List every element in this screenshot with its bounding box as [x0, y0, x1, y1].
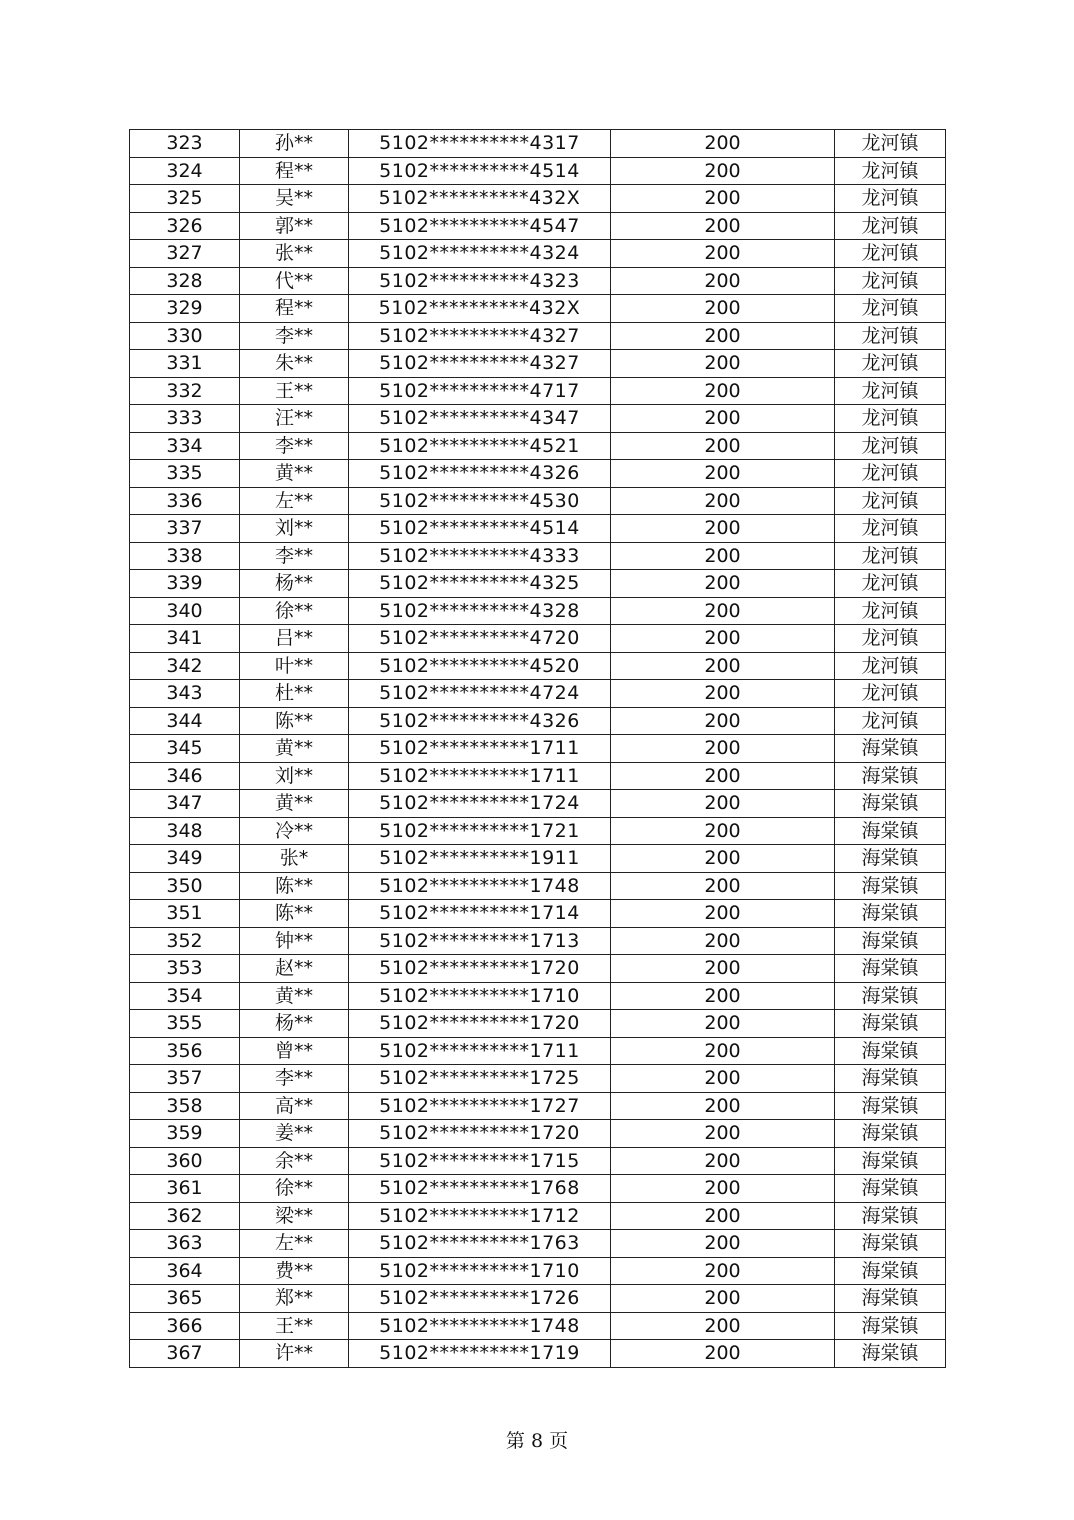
- row-number-cell: 337: [130, 515, 240, 543]
- town-cell: 海棠镇: [835, 927, 946, 955]
- row-number-cell: 348: [130, 817, 240, 845]
- id-number-cell: 5102**********1711: [349, 762, 611, 790]
- amount-cell: 200: [611, 185, 835, 213]
- town-cell: 龙河镇: [835, 240, 946, 268]
- town-cell: 海棠镇: [835, 1092, 946, 1120]
- town-cell: 海棠镇: [835, 872, 946, 900]
- row-number-cell: 364: [130, 1257, 240, 1285]
- table-row: [130, 432, 946, 460]
- table-row: [130, 1010, 946, 1038]
- town-cell: 海棠镇: [835, 900, 946, 928]
- town-cell: 海棠镇: [835, 1257, 946, 1285]
- row-number-cell: 351: [130, 900, 240, 928]
- row-number-cell: 347: [130, 790, 240, 818]
- amount-cell: 200: [611, 707, 835, 735]
- row-number-cell: 353: [130, 955, 240, 983]
- name-cell: 徐**: [240, 1175, 349, 1203]
- row-number-cell: 365: [130, 1285, 240, 1313]
- row-number-cell: 335: [130, 460, 240, 488]
- town-cell: 龙河镇: [835, 157, 946, 185]
- row-number-cell: 352: [130, 927, 240, 955]
- row-number-cell: 336: [130, 487, 240, 515]
- amount-cell: 200: [611, 1010, 835, 1038]
- id-number-cell: 5102**********4326: [349, 460, 611, 488]
- name-cell: 李**: [240, 1065, 349, 1093]
- table-row: [130, 267, 946, 295]
- table-row: [130, 212, 946, 240]
- amount-cell: 200: [611, 515, 835, 543]
- id-number-cell: 5102**********4317: [349, 130, 611, 158]
- row-number-cell: 328: [130, 267, 240, 295]
- town-cell: 龙河镇: [835, 515, 946, 543]
- town-cell: 海棠镇: [835, 790, 946, 818]
- amount-cell: 200: [611, 405, 835, 433]
- town-cell: 龙河镇: [835, 707, 946, 735]
- table-row: [130, 322, 946, 350]
- table-row: [130, 1175, 946, 1203]
- amount-cell: 200: [611, 130, 835, 158]
- table-row: [130, 185, 946, 213]
- id-number-cell: 5102**********1720: [349, 955, 611, 983]
- id-number-cell: 5102**********1726: [349, 1285, 611, 1313]
- amount-cell: 200: [611, 927, 835, 955]
- id-number-cell: 5102**********1763: [349, 1230, 611, 1258]
- id-number-cell: 5102**********4514: [349, 157, 611, 185]
- amount-cell: 200: [611, 1065, 835, 1093]
- id-number-cell: 5102**********1719: [349, 1340, 611, 1368]
- id-number-cell: 5102**********4347: [349, 405, 611, 433]
- amount-cell: 200: [611, 1257, 835, 1285]
- town-cell: 龙河镇: [835, 185, 946, 213]
- row-number-cell: 362: [130, 1202, 240, 1230]
- amount-cell: 200: [611, 680, 835, 708]
- amount-cell: 200: [611, 982, 835, 1010]
- table-body: [130, 130, 946, 1368]
- table-row: [130, 130, 946, 158]
- row-number-cell: 334: [130, 432, 240, 460]
- name-cell: 王**: [240, 1312, 349, 1340]
- amount-cell: 200: [611, 1312, 835, 1340]
- id-number-cell: 5102**********1713: [349, 927, 611, 955]
- row-number-cell: 367: [130, 1340, 240, 1368]
- id-number-cell: 5102**********4325: [349, 570, 611, 598]
- table-row: [130, 460, 946, 488]
- table-row: [130, 350, 946, 378]
- town-cell: 海棠镇: [835, 735, 946, 763]
- name-cell: 李**: [240, 322, 349, 350]
- town-cell: 龙河镇: [835, 212, 946, 240]
- table-row: [130, 240, 946, 268]
- town-cell: 海棠镇: [835, 845, 946, 873]
- name-cell: 冷**: [240, 817, 349, 845]
- id-number-cell: 5102**********1768: [349, 1175, 611, 1203]
- name-cell: 陈**: [240, 872, 349, 900]
- row-number-cell: 325: [130, 185, 240, 213]
- town-cell: 龙河镇: [835, 432, 946, 460]
- amount-cell: 200: [611, 1147, 835, 1175]
- town-cell: 海棠镇: [835, 762, 946, 790]
- table-row: [130, 405, 946, 433]
- table-row: [130, 817, 946, 845]
- town-cell: 海棠镇: [835, 817, 946, 845]
- id-number-cell: 5102**********4720: [349, 625, 611, 653]
- name-cell: 姜**: [240, 1120, 349, 1148]
- name-cell: 黄**: [240, 790, 349, 818]
- town-cell: 龙河镇: [835, 377, 946, 405]
- amount-cell: 200: [611, 157, 835, 185]
- id-number-cell: 5102**********4717: [349, 377, 611, 405]
- name-cell: 杨**: [240, 570, 349, 598]
- id-number-cell: 5102**********4327: [349, 322, 611, 350]
- row-number-cell: 329: [130, 295, 240, 323]
- name-cell: 朱**: [240, 350, 349, 378]
- town-cell: 海棠镇: [835, 1065, 946, 1093]
- row-number-cell: 344: [130, 707, 240, 735]
- name-cell: 许**: [240, 1340, 349, 1368]
- town-cell: 龙河镇: [835, 570, 946, 598]
- town-cell: 海棠镇: [835, 1230, 946, 1258]
- town-cell: 龙河镇: [835, 267, 946, 295]
- name-cell: 左**: [240, 487, 349, 515]
- row-number-cell: 342: [130, 652, 240, 680]
- name-cell: 杜**: [240, 680, 349, 708]
- table-row: [130, 542, 946, 570]
- name-cell: 程**: [240, 295, 349, 323]
- id-number-cell: 5102**********1711: [349, 1037, 611, 1065]
- id-number-cell: 5102**********1710: [349, 1257, 611, 1285]
- id-number-cell: 5102**********1724: [349, 790, 611, 818]
- table-row: [130, 1285, 946, 1313]
- row-number-cell: 340: [130, 597, 240, 625]
- table-row: [130, 845, 946, 873]
- amount-cell: 200: [611, 295, 835, 323]
- row-number-cell: 341: [130, 625, 240, 653]
- name-cell: 黄**: [240, 460, 349, 488]
- amount-cell: 200: [611, 487, 835, 515]
- table-row: [130, 982, 946, 1010]
- amount-cell: 200: [611, 432, 835, 460]
- row-number-cell: 359: [130, 1120, 240, 1148]
- table-row: [130, 377, 946, 405]
- id-number-cell: 5102**********4520: [349, 652, 611, 680]
- amount-cell: 200: [611, 597, 835, 625]
- amount-cell: 200: [611, 212, 835, 240]
- amount-cell: 200: [611, 1037, 835, 1065]
- table-row: [130, 1230, 946, 1258]
- amount-cell: 200: [611, 872, 835, 900]
- amount-cell: 200: [611, 377, 835, 405]
- table-row: [130, 652, 946, 680]
- id-number-cell: 5102**********4323: [349, 267, 611, 295]
- id-number-cell: 5102**********4514: [349, 515, 611, 543]
- row-number-cell: 338: [130, 542, 240, 570]
- town-cell: 海棠镇: [835, 1312, 946, 1340]
- name-cell: 郭**: [240, 212, 349, 240]
- table-row: [130, 707, 946, 735]
- amount-cell: 200: [611, 1202, 835, 1230]
- id-number-cell: 5102**********4724: [349, 680, 611, 708]
- table-row: [130, 1202, 946, 1230]
- name-cell: 左**: [240, 1230, 349, 1258]
- town-cell: 海棠镇: [835, 1175, 946, 1203]
- name-cell: 杨**: [240, 1010, 349, 1038]
- table-row: [130, 295, 946, 323]
- id-number-cell: 5102**********1725: [349, 1065, 611, 1093]
- town-cell: 海棠镇: [835, 1202, 946, 1230]
- id-number-cell: 5102**********1720: [349, 1120, 611, 1148]
- table-row: [130, 1065, 946, 1093]
- name-cell: 余**: [240, 1147, 349, 1175]
- row-number-cell: 355: [130, 1010, 240, 1038]
- town-cell: 龙河镇: [835, 460, 946, 488]
- town-cell: 龙河镇: [835, 680, 946, 708]
- table-row: [130, 1257, 946, 1285]
- table-row: [130, 1120, 946, 1148]
- row-number-cell: 323: [130, 130, 240, 158]
- table-row: [130, 762, 946, 790]
- amount-cell: 200: [611, 735, 835, 763]
- town-cell: 龙河镇: [835, 405, 946, 433]
- id-number-cell: 5102**********4328: [349, 597, 611, 625]
- town-cell: 海棠镇: [835, 1010, 946, 1038]
- page-number: 第 8 页: [505, 1430, 569, 1452]
- row-number-cell: 332: [130, 377, 240, 405]
- id-number-cell: 5102**********1711: [349, 735, 611, 763]
- amount-cell: 200: [611, 1340, 835, 1368]
- table-row: [130, 1147, 946, 1175]
- amount-cell: 200: [611, 1120, 835, 1148]
- name-cell: 钟**: [240, 927, 349, 955]
- name-cell: 吴**: [240, 185, 349, 213]
- town-cell: 海棠镇: [835, 982, 946, 1010]
- name-cell: 代**: [240, 267, 349, 295]
- name-cell: 叶**: [240, 652, 349, 680]
- row-number-cell: 358: [130, 1092, 240, 1120]
- row-number-cell: 330: [130, 322, 240, 350]
- id-number-cell: 5102**********1715: [349, 1147, 611, 1175]
- id-number-cell: 5102**********1714: [349, 900, 611, 928]
- id-number-cell: 5102**********4547: [349, 212, 611, 240]
- amount-cell: 200: [611, 322, 835, 350]
- amount-cell: 200: [611, 1230, 835, 1258]
- amount-cell: 200: [611, 900, 835, 928]
- town-cell: 龙河镇: [835, 130, 946, 158]
- id-number-cell: 5102**********1720: [349, 1010, 611, 1038]
- row-number-cell: 354: [130, 982, 240, 1010]
- name-cell: 张**: [240, 240, 349, 268]
- name-cell: 程**: [240, 157, 349, 185]
- town-cell: 龙河镇: [835, 652, 946, 680]
- amount-cell: 200: [611, 240, 835, 268]
- id-number-cell: 5102**********4324: [349, 240, 611, 268]
- name-cell: 汪**: [240, 405, 349, 433]
- name-cell: 刘**: [240, 515, 349, 543]
- id-number-cell: 5102**********1710: [349, 982, 611, 1010]
- town-cell: 海棠镇: [835, 1037, 946, 1065]
- amount-cell: 200: [611, 790, 835, 818]
- name-cell: 郑**: [240, 1285, 349, 1313]
- row-number-cell: 346: [130, 762, 240, 790]
- row-number-cell: 366: [130, 1312, 240, 1340]
- name-cell: 李**: [240, 542, 349, 570]
- table-row: [130, 570, 946, 598]
- town-cell: 海棠镇: [835, 1340, 946, 1368]
- name-cell: 吕**: [240, 625, 349, 653]
- id-number-cell: 5102**********1712: [349, 1202, 611, 1230]
- row-number-cell: 357: [130, 1065, 240, 1093]
- id-number-cell: 5102**********4521: [349, 432, 611, 460]
- name-cell: 梁**: [240, 1202, 349, 1230]
- name-cell: 陈**: [240, 900, 349, 928]
- row-number-cell: 361: [130, 1175, 240, 1203]
- table-row: [130, 927, 946, 955]
- table-row: [130, 1312, 946, 1340]
- id-number-cell: 5102**********4530: [349, 487, 611, 515]
- town-cell: 龙河镇: [835, 322, 946, 350]
- row-number-cell: 327: [130, 240, 240, 268]
- name-cell: 刘**: [240, 762, 349, 790]
- row-number-cell: 363: [130, 1230, 240, 1258]
- amount-cell: 200: [611, 955, 835, 983]
- table-row: [130, 790, 946, 818]
- amount-cell: 200: [611, 1092, 835, 1120]
- town-cell: 龙河镇: [835, 487, 946, 515]
- row-number-cell: 356: [130, 1037, 240, 1065]
- amount-cell: 200: [611, 652, 835, 680]
- table-row: [130, 625, 946, 653]
- name-cell: 费**: [240, 1257, 349, 1285]
- name-cell: 陈**: [240, 707, 349, 735]
- id-number-cell: 5102**********1748: [349, 872, 611, 900]
- amount-cell: 200: [611, 267, 835, 295]
- amount-cell: 200: [611, 542, 835, 570]
- row-number-cell: 345: [130, 735, 240, 763]
- recipient-table: [129, 129, 946, 1368]
- amount-cell: 200: [611, 762, 835, 790]
- town-cell: 海棠镇: [835, 1120, 946, 1148]
- id-number-cell: 5102**********1748: [349, 1312, 611, 1340]
- row-number-cell: 331: [130, 350, 240, 378]
- id-number-cell: 5102**********432X: [349, 295, 611, 323]
- table-row: [130, 872, 946, 900]
- table-row: [130, 1340, 946, 1368]
- amount-cell: 200: [611, 1285, 835, 1313]
- town-cell: 海棠镇: [835, 1147, 946, 1175]
- table-row: [130, 157, 946, 185]
- table-row: [130, 900, 946, 928]
- table-row: [130, 735, 946, 763]
- id-number-cell: 5102**********4326: [349, 707, 611, 735]
- row-number-cell: 360: [130, 1147, 240, 1175]
- table-row: [130, 1037, 946, 1065]
- amount-cell: 200: [611, 460, 835, 488]
- amount-cell: 200: [611, 1175, 835, 1203]
- name-cell: 王**: [240, 377, 349, 405]
- town-cell: 龙河镇: [835, 542, 946, 570]
- name-cell: 曾**: [240, 1037, 349, 1065]
- amount-cell: 200: [611, 845, 835, 873]
- id-number-cell: 5102**********1727: [349, 1092, 611, 1120]
- name-cell: 赵**: [240, 955, 349, 983]
- row-number-cell: 333: [130, 405, 240, 433]
- id-number-cell: 5102**********1911: [349, 845, 611, 873]
- table-row: [130, 515, 946, 543]
- id-number-cell: 5102**********4327: [349, 350, 611, 378]
- town-cell: 龙河镇: [835, 295, 946, 323]
- id-number-cell: 5102**********1721: [349, 817, 611, 845]
- town-cell: 龙河镇: [835, 625, 946, 653]
- row-number-cell: 326: [130, 212, 240, 240]
- table-row: [130, 680, 946, 708]
- table-row: [130, 487, 946, 515]
- name-cell: 李**: [240, 432, 349, 460]
- table-row: [130, 955, 946, 983]
- town-cell: 龙河镇: [835, 350, 946, 378]
- town-cell: 海棠镇: [835, 955, 946, 983]
- town-cell: 海棠镇: [835, 1285, 946, 1313]
- row-number-cell: 324: [130, 157, 240, 185]
- row-number-cell: 349: [130, 845, 240, 873]
- name-cell: 黄**: [240, 735, 349, 763]
- amount-cell: 200: [611, 570, 835, 598]
- table-row: [130, 597, 946, 625]
- table-row: [130, 1092, 946, 1120]
- row-number-cell: 339: [130, 570, 240, 598]
- name-cell: 孙**: [240, 130, 349, 158]
- amount-cell: 200: [611, 817, 835, 845]
- name-cell: 高**: [240, 1092, 349, 1120]
- amount-cell: 200: [611, 625, 835, 653]
- amount-cell: 200: [611, 350, 835, 378]
- id-number-cell: 5102**********4333: [349, 542, 611, 570]
- id-number-cell: 5102**********432X: [349, 185, 611, 213]
- name-cell: 徐**: [240, 597, 349, 625]
- name-cell: 黄**: [240, 982, 349, 1010]
- name-cell: 张*: [240, 845, 349, 873]
- row-number-cell: 343: [130, 680, 240, 708]
- row-number-cell: 350: [130, 872, 240, 900]
- town-cell: 龙河镇: [835, 597, 946, 625]
